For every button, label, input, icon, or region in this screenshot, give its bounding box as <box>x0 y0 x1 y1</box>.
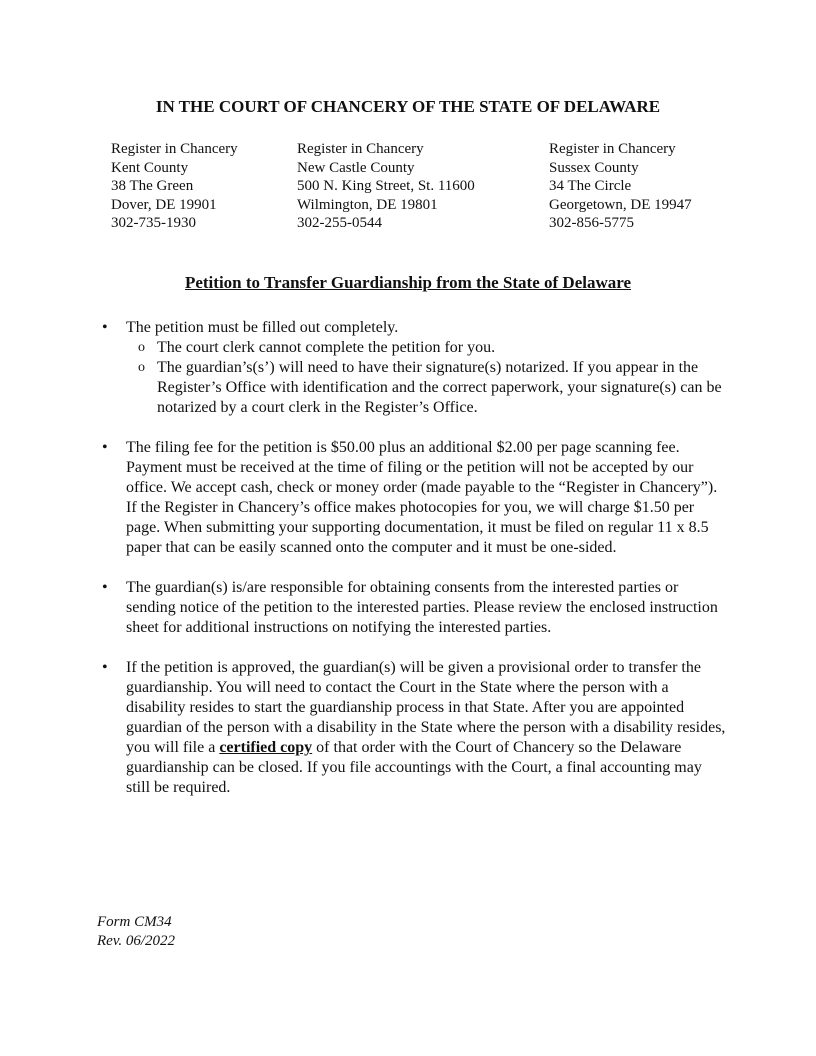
instruction-text: If the petition is approved, the guardian(s) will be given a provisional order to transfer the guardianship. You will need to contact the Court in the State where the person with a disability resides to start the guardianship process in that State. After you are appointed guardian of the person with a disability in the State where the person with a disability resides, you will file a <box>126 659 726 756</box>
instruction-text: The guardian(s) is/are responsible for obtaining consents from the interested parties or sending notice of the petition to the interested parties. Please review the enclosed instruction sheet for additional instructions on notifying the interested parties. <box>126 579 718 636</box>
instruction-complete-petition <box>126 318 726 418</box>
office-county: Sussex County <box>549 159 639 176</box>
office-new-castle <box>297 140 475 233</box>
sub-item-text: The court clerk cannot complete the petition for you. <box>157 339 496 356</box>
instruction-filing-fee <box>126 438 726 558</box>
office-name: Register in Chancery <box>297 141 424 157</box>
instruction-text: The filing fee for the petition is $50.00 plus an additional $2.00 per page scanning fee. Payment must be received at the time of filing or the petition will not be accepted by our office. We accept cash, check or money order (made payable to the “Register in Chancery”). If the Register in Chancery’s office makes photocopies for you, we will charge $1.50 per page. When submitting your supporting documentation, it must be filed on regular 11 x 8.5 paper that can be easily scanned onto the computer and it must be one-sided. <box>126 439 718 556</box>
instruction-sublist <box>126 338 726 418</box>
office-name: Register in Chancery <box>111 141 238 157</box>
instruction-list <box>126 318 726 818</box>
form-revision: Rev. 06/2022 <box>97 933 176 949</box>
petition-heading: Petition to Transfer Guardianship from the State of Delaware <box>184 273 632 292</box>
office-phone: 302-856-5775 <box>549 215 634 231</box>
form-number: Form CM34 <box>97 914 172 930</box>
office-street: 34 The Circle <box>549 178 632 194</box>
office-phone: 302-735-1930 <box>111 215 196 231</box>
office-street: 500 N. King Street, St. 11600 <box>297 178 475 194</box>
office-city: Dover, DE 19901 <box>111 196 217 213</box>
certified-copy-emphasis: certified copy <box>219 739 313 756</box>
office-phone: 302-255-0544 <box>297 215 382 231</box>
form-footer <box>97 913 175 951</box>
office-county: Kent County <box>111 159 189 176</box>
court-title: IN THE COURT OF CHANCERY OF THE STATE OF DELAWARE <box>155 97 661 116</box>
office-city: Georgetown, DE 19947 <box>549 196 692 213</box>
sub-item-notarized <box>157 358 726 418</box>
office-county: New Castle County <box>297 159 415 176</box>
instruction-text: The petition must be filled out completely. <box>126 319 399 336</box>
instruction-approval <box>126 658 726 798</box>
office-name: Register in Chancery <box>549 141 676 157</box>
instruction-text: of that order with the Court of Chancery so the Delaware guardianship can be closed. If you file accountings with the Court, a final accounting may still be required. <box>126 739 702 796</box>
instruction-consents <box>126 578 726 638</box>
office-sussex <box>549 140 692 233</box>
office-street: 38 The Green <box>111 178 194 194</box>
office-kent <box>111 140 238 233</box>
sub-item-text: The guardian’s(s’) will need to have their signature(s) notarized. If you appear in the Register’s Office with identification and the correct paperwork, your signature(s) can be notarized by a court clerk in the Register’s Office. <box>157 359 722 416</box>
office-city: Wilmington, DE 19801 <box>297 196 438 213</box>
register-offices <box>111 140 731 240</box>
sub-item-clerk <box>157 338 726 358</box>
